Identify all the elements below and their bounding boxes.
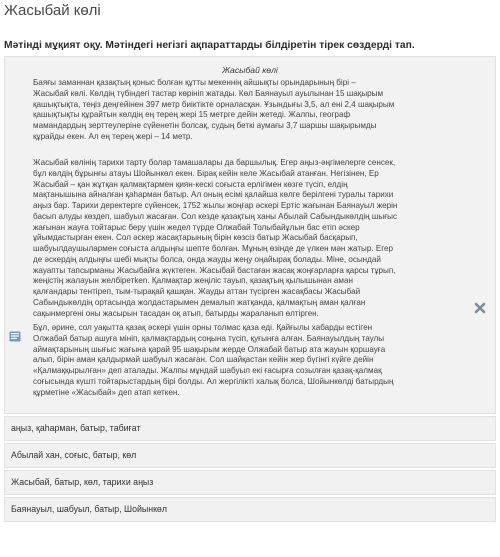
passage-line: жағынан жауға тойтарыс беру үшін жедел түрде Олжабай Толыбайұлын бас етіп әскер xyxy=(33,222,360,232)
passage-line: құрметіне «Жасыбай» деп атап кеткен. xyxy=(33,387,180,397)
passage-paragraph-3 xyxy=(33,323,483,398)
passage-card[interactable] xyxy=(4,56,496,414)
passage-line: бұл көлдің бұрынғы атауы Шойынкөл екен. Бірақ кейін келе Жасыбай атанған. Негізінен, Ер xyxy=(33,168,379,178)
passage-line: соғысында күшті тойтарыстардың бірі болды. Ал жергілікті халық болса, Шойынкөлді батырдың xyxy=(33,376,394,386)
passage-line: жауапты тапсырманы Жасыбайға жүктеген. Жасыбай бастаған жасақ жоңғарларға қарсы тұрып, xyxy=(33,265,396,275)
book-icon xyxy=(9,329,21,340)
passage-line: Жасыбай көлінің тарихи тарту болар тамашалары да баршылық. Егер аңыз-әңгімелерге сенсек, xyxy=(33,158,396,167)
passage-line: Бұл, әрине, сол уақытта қазақ әскері үшін орны толмас қаза еді. Қайғылы хабарды естіген xyxy=(33,323,373,332)
passage-line: «Қалмаққырылған» деп аталады. Жалпы мұндай шабуыл екі ғасырға созылған қазақ-қалмақ xyxy=(33,366,382,375)
instruction-text: Мәтінді мұқият оқу. Мәтіндегі негізгі ақпараттарды білдіретін тірек сөздерді тап. xyxy=(4,40,415,51)
passage-line: мақтанышына айналған қаһарман батыр. Ал оның есімі қалайша көлге берілгені туралы тарихи xyxy=(33,190,394,200)
passage-line: Жасыбай көлі. Көлдің түбіндегі тастар көрініп жатады. Көл Баянауыл ауылынан 15 шақырым xyxy=(33,88,384,98)
passage-line: де әскердің алдыңғы шебі мықты болса, онда жауды жеңу оңайырақ болады. Міне, осындай xyxy=(33,254,381,264)
passage-line: ұйымдастырған екен. Сол әскер жасақтарының бірін көзсіз батыр Жасыбай басқарып, xyxy=(33,233,358,243)
passage-line: алып, бірін аман қалдырмай шабуыл жасаған. Сол шайқастан кейін жер бүгінгі күйге дейін xyxy=(33,355,374,365)
passage-line: құрайды екен. Ал ең терең жері – 14 метр. xyxy=(33,131,193,141)
passage-line: жеңістің жалауын желбіретken. Қалмақтар жеңіліс тауып, қазақтың қылышынан аман xyxy=(33,276,353,286)
passage-line: Сабындыкөлдің ортасында жолдастарымен демалып жатқанда, қалмақтың аман қалған xyxy=(33,297,366,307)
passage-line: басып алуды көздеп, шабуыл жасаған. Сол кезде қазақтың ханы Абылай Сабындыкөлдің шығыс xyxy=(33,211,398,221)
passage-line: қашықтықта, теңіз деңгейінен 397 метр биіктікте орналасқан. Ұзындығы 3,5, ал ені 2,4 шақырым xyxy=(33,99,395,109)
answer-option-4[interactable]: Баянауыл, шабуыл, батыр, Шойынкөл xyxy=(4,497,496,522)
close-x-icon[interactable] xyxy=(474,301,486,313)
passage-line: Жасыбай – қан жұтқан қалмақтармен қиян-кескі соғыста ерлігімен көзге түсіп, елдің xyxy=(33,179,348,189)
answer-option-3[interactable]: Жасыбай, батыр, көл, тарихи аңыз xyxy=(4,470,496,495)
passage-line: Баяғы заманнан қазақтың қоныс болған құтты мекеннің айшықты орындарының бірі – xyxy=(33,78,356,87)
passage-line: қашықтықты құрайтын көлдің ең терең жері 15 метрге дейін жетеді. Жалпы, географ xyxy=(33,110,351,120)
passage-line: мамандардың зерттеулеріне сүйенетін болсақ, судың беткі аумағы 3,7 шаршы шақырымды xyxy=(33,121,377,130)
passage-line: Олжабай батыр ашуға мініп, қалмақтардың соңына түсіп, қуғынға алған. Баянауылдың таулы xyxy=(33,333,385,343)
page-title: Жасыбай көлі xyxy=(4,2,101,19)
passage-line: сақынмергені оны жасырын тасадан оқ атып, батырды жараланып өлтірген. xyxy=(33,308,319,318)
passage-line: шабуылдаушылармен соғыста алдыңғы шепте болған. Мұның өзінде де үлкен мән жатыр. Егер xyxy=(33,244,394,253)
passage-line: аймақтарының шығыс жағына қарай 95 шақырым жерде Олжабай батыр ата жауын қоршауға xyxy=(33,344,386,354)
passage-line: аңыз бар. Тарихи деректерге сүйенсек, 1752 жылы жоңғар әскері Ертіс жағынан Баянауыл жерін xyxy=(33,201,398,210)
answer-option-2[interactable]: Абылай хан, соғыс, батыр, көл xyxy=(4,443,496,468)
passage-paragraph-2 xyxy=(33,158,483,319)
passage-title: Жасыбай көлі xyxy=(222,65,278,75)
passage-paragraph-1 xyxy=(33,78,483,143)
answer-option-1[interactable]: аңыз, қаһарман, батыр, табиғат xyxy=(4,416,496,441)
passage-line: қалғандары тентіреп, тым-тырақай қашқан. Жауды аттан түсірген жасақбасы Жасыбай xyxy=(33,287,361,296)
